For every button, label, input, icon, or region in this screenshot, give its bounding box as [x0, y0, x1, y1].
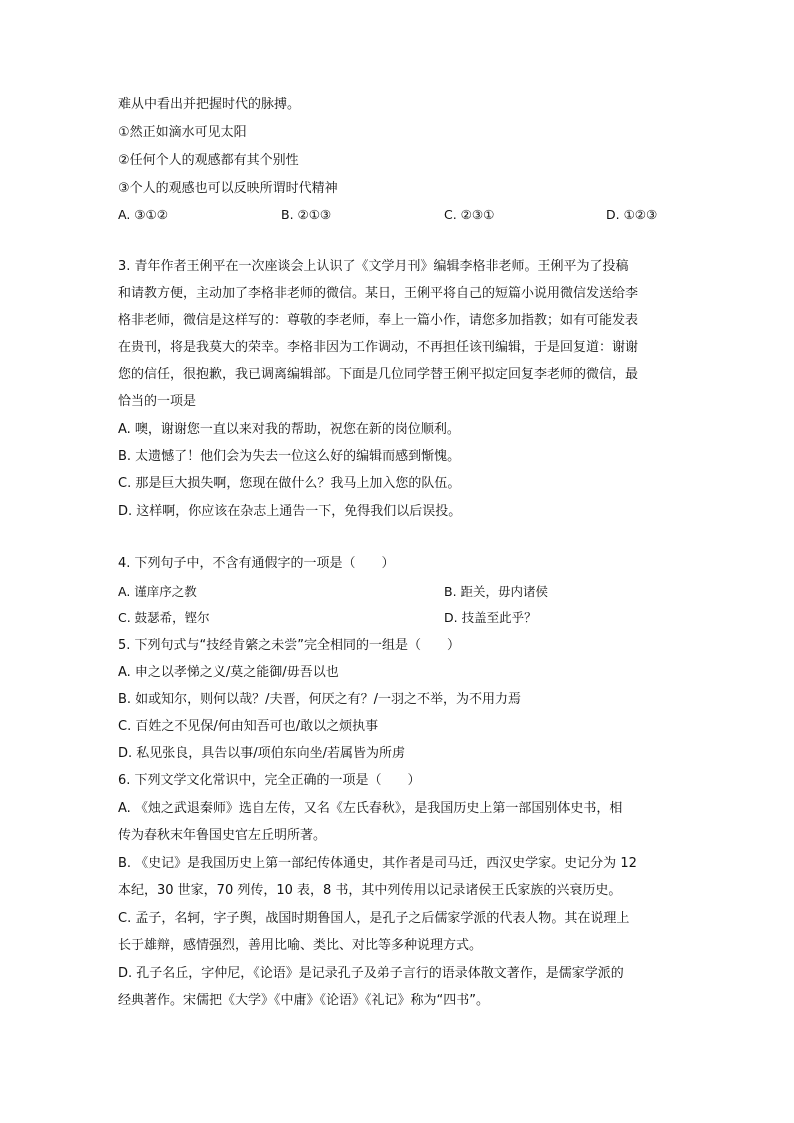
q3-line: 和请教方便，主动加了李格非老师的微信。某日，王俐平将自己的短篇小说用微信发送给李 [118, 286, 639, 301]
q6-line: 本纪，30 世家，70 列传，10 表，8 书，其中列传用以记录诸侯王氏家族的兴衰历史。 [118, 883, 622, 898]
q3-line: 恰当的一项是 [118, 394, 197, 409]
q6-line: 经典著作。宋儒把《大学》《中庸》《论语》《礼记》称为“四书”。 [118, 993, 489, 1008]
q4-option-a: A. 谨庠序之教 [118, 584, 197, 599]
option-b: B. ②①③ [281, 207, 332, 222]
q3-line: 3. 青年作者王俐平在一次座谈会上认识了《文学月刊》编辑李格非老师。王俐平为了投稿 [118, 259, 629, 274]
q3-line: 您的信任，很抱歉，我已调离编辑部。下面是几位同学替王俐平拟定回复李老师的微信，最 [118, 367, 639, 382]
option-d: D. ①②③ [606, 207, 658, 222]
q4-option-c: C. 鼓瑟希，铿尔 [118, 610, 210, 625]
q5-option-a: A. 申之以孝悌之义/莫之能御/毋吾以也 [118, 665, 339, 680]
option-a: A. ③①② [118, 207, 168, 222]
q6-line: 传为春秋末年鲁国史官左丘明所著。 [118, 828, 327, 843]
q4-option-d: D. 技盖至此乎？ [444, 610, 537, 625]
sentence-3: ③个人的观感也可以反映所谓时代精神 [118, 181, 338, 196]
q3-option-c: C. 那是巨大损失啊，您现在做什么？我马上加入您的队伍。 [118, 476, 461, 491]
text-line: 难从中看出并把握时代的脉搏。 [118, 97, 301, 112]
q3-option-b: B. 太遗憾了！他们会为失去一位这么好的编辑而感到惭愧。 [118, 449, 461, 464]
q6-line: D. 孔子名丘，字仲尼，《论语》是记录孔子及弟子言行的语录体散文著作，是儒家学派的 [118, 966, 624, 981]
q3-option-a: A. 噢，谢谢您一直以来对我的帮助，祝您在新的岗位顺利。 [118, 422, 460, 437]
q5-option-c: C. 百姓之不见保/何由知吾可也/敢以之烦执事 [118, 719, 379, 734]
q5-stem: 5. 下列句式与“技经肯綮之未尝”完全相同的一组是（ ） [118, 638, 461, 653]
q6-line: C. 孟子，名轲，字子舆，战国时期鲁国人，是孔子之后儒家学派的代表人物。其在说理上 [118, 911, 630, 926]
sentence-2: ②任何个人的观感都有其个别性 [118, 153, 299, 168]
q6-stem: 6. 下列文学文化常识中，完全正确的一项是（ ） [118, 773, 421, 788]
q3-line: 在贵刊，将是我莫大的荣幸。李格非因为工作调动，不再担任该刊编辑，于是回复道：谢谢 [118, 340, 639, 355]
q3-option-d: D. 这样啊，你应该在杂志上通告一下，免得我们以后误投。 [118, 504, 462, 519]
q5-option-b: B. 如或知尔，则何以哉？/夫晋，何厌之有？/一羽之不举，为不用力焉 [118, 692, 521, 707]
q4-stem: 4. 下列句子中，不含有通假字的一项是（ ） [118, 556, 395, 571]
q6-line: B. 《史记》是我国历史上第一部纪传体通史，其作者是司马迁，西汉史学家。史记分为 12 [118, 856, 637, 871]
q3-line: 格非老师，微信是这样写的：尊敬的李老师，奉上一篇小作，请您多加指教；如有可能发表 [118, 313, 639, 328]
option-c: C. ②③① [444, 207, 495, 222]
q5-option-d: D. 私见张良，具告以事/项伯东向坐/若属皆为所虏 [118, 746, 406, 761]
sentence-1: ①然正如滴水可见太阳 [118, 125, 247, 140]
q6-line: 长于雄辩，感情强烈，善用比喻、类比、对比等多种说理方式。 [118, 938, 483, 953]
q4-option-b: B. 距关，毋内诸侯 [444, 584, 549, 599]
q6-line: A. 《烛之武退秦师》选自左传，又名《左氏春秋》，是我国历史上第一部国别体史书，相 [118, 801, 623, 816]
